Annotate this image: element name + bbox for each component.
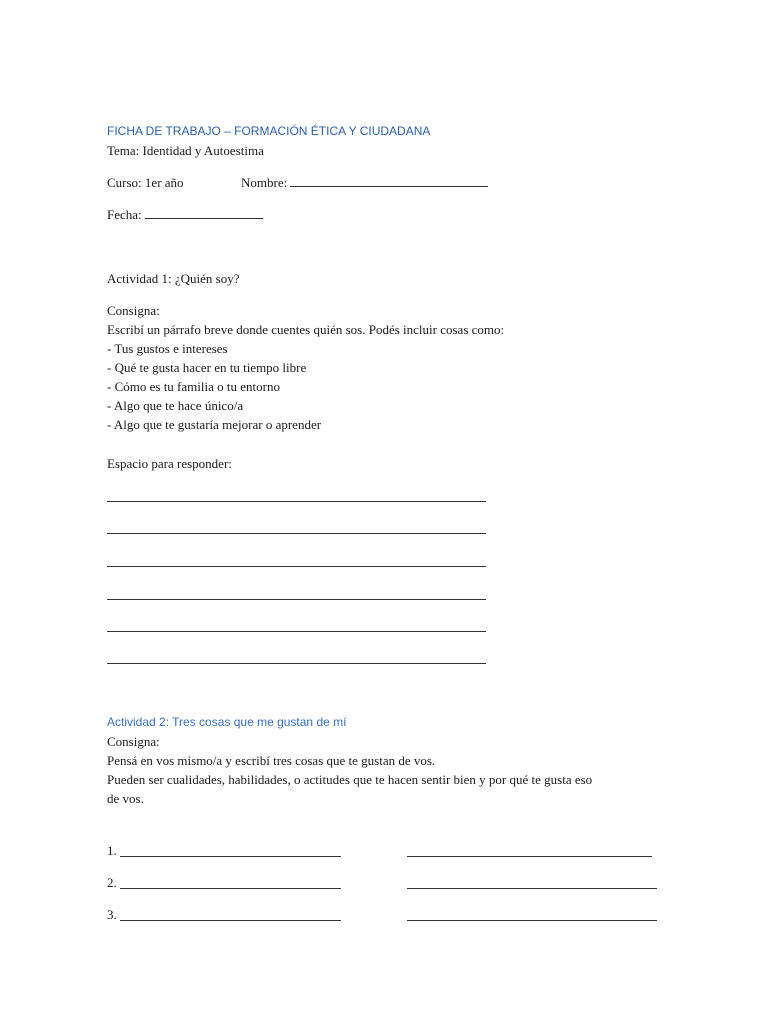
name-label [241, 175, 488, 191]
activity-1-title: Actividad 1: ¿Quién soy? [107, 271, 240, 286]
activity-2-title: Actividad 2: Tres cosas que me gustan de mí [107, 715, 347, 729]
activity-2-instruction: Pensá en vos mismo/a y escribí tres cosas que te gustan de vos. [107, 753, 436, 768]
activity-2-instruction: de vos. [107, 791, 144, 806]
activity-1-item: - Tus gustos e intereses [107, 341, 228, 356]
topic-line: Tema: Identidad y Autoestima [107, 143, 264, 158]
quality-line[interactable] [120, 856, 341, 857]
reason-line[interactable] [407, 920, 657, 921]
answer-line[interactable] [107, 566, 486, 567]
name-blank[interactable] [290, 175, 488, 187]
answer-space-label: Espacio para responder: [107, 456, 232, 471]
worksheet-title: FICHA DE TRABAJO – FORMACIÓN ÉTICA Y CIUDADANA [107, 124, 431, 138]
answer-line[interactable] [107, 631, 486, 632]
date-blank[interactable] [145, 207, 263, 219]
activity-1-item: - Algo que te gustaría mejorar o aprender [107, 417, 322, 432]
activity-1-item: - Cómo es tu familia o tu entorno [107, 379, 280, 394]
course-label: Curso: 1er año [107, 175, 184, 190]
item-number: 2. [107, 875, 117, 890]
answer-line[interactable] [107, 501, 486, 502]
answer-line[interactable] [107, 533, 486, 534]
quality-line[interactable] [120, 888, 341, 889]
reason-line[interactable] [407, 888, 657, 889]
reason-line[interactable] [407, 856, 652, 857]
activity-1-item: - Qué te gusta hacer en tu tiempo libre [107, 360, 307, 375]
activity-2-consigna-label: Consigna: [107, 734, 160, 749]
name-label-text: Nombre: [241, 175, 288, 190]
item-number: 3. [107, 907, 117, 922]
activity-2-instruction: Pueden ser cualidades, habilidades, o actitudes que te hacen sentir bien y por qué te gusta eso [107, 772, 593, 787]
answer-line[interactable] [107, 663, 486, 664]
activity-1-consigna-label: Consigna: [107, 303, 160, 318]
date-label-text: Fecha: [107, 207, 142, 222]
quality-line[interactable] [120, 920, 341, 921]
answer-line[interactable] [107, 599, 486, 600]
activity-1-consigna: Escribí un párrafo breve donde cuentes quién sos. Podés incluir cosas como: [107, 322, 505, 337]
item-number: 1. [107, 843, 117, 858]
date-label [107, 207, 263, 223]
activity-1-item: - Algo que te hace único/a [107, 398, 244, 413]
